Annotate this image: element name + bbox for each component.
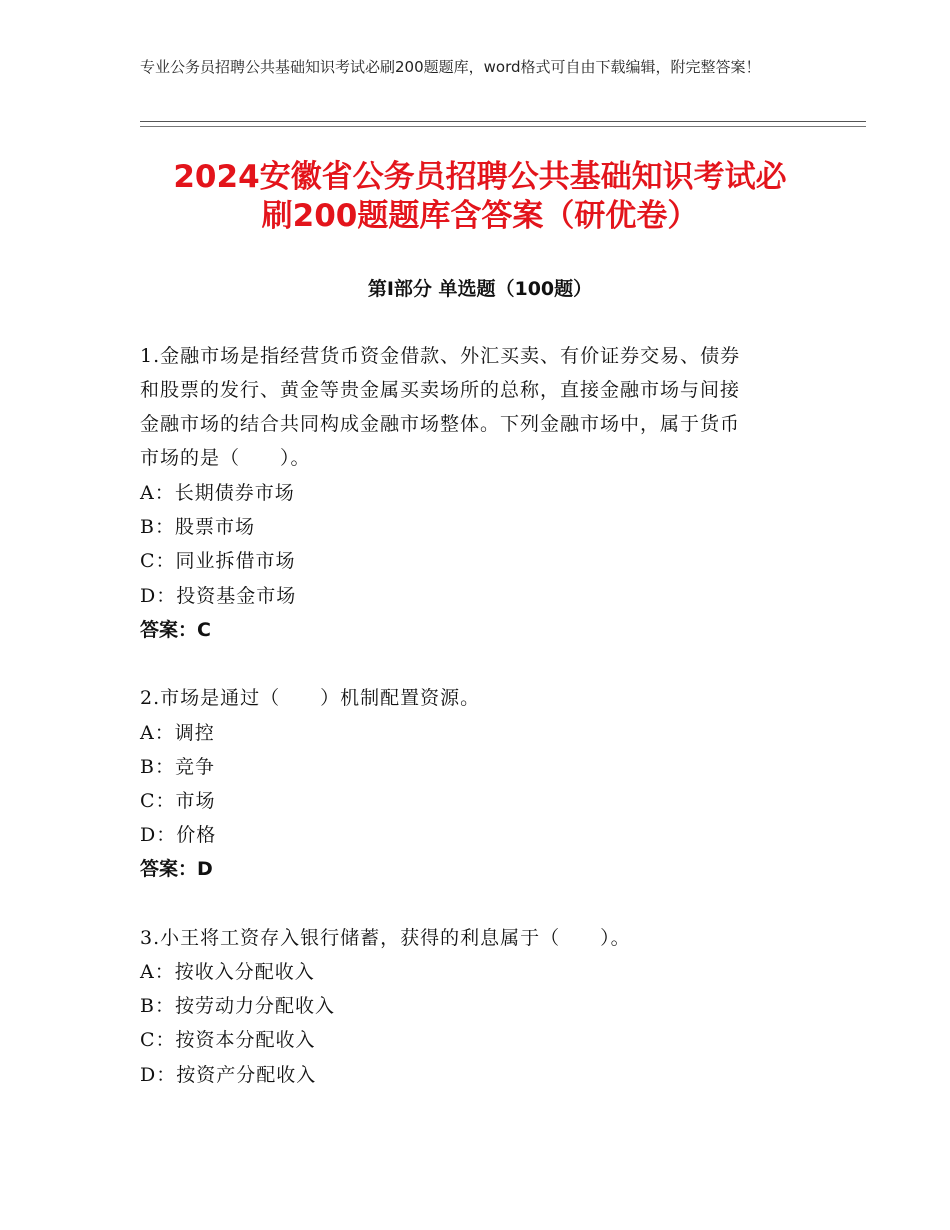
question-3-option-c: C：按资本分配收入 [140, 1029, 316, 1051]
question-1-option-b: B：股票市场 [140, 516, 255, 538]
question-2-option-a: A：调控 [140, 722, 215, 744]
question-1-option-a: A：长期债券市场 [140, 482, 295, 504]
header-divider [140, 121, 866, 122]
question-1-option-c: C：同业拆借市场 [140, 550, 296, 572]
question-2-stem-line-1: 2.市场是通过（ ）机制配置资源。 [140, 687, 481, 709]
title-line-2: 刷200题题库含答案（研优卷） [261, 198, 699, 234]
question-3-option-b: B：按劳动力分配收入 [140, 995, 335, 1017]
question-3-option-a: A：按收入分配收入 [140, 961, 315, 983]
header-note: 专业公务员招聘公共基础知识考试必刷200题题库，word格式可自由下载编辑，附完整答案！ [140, 58, 761, 76]
question-2-option-c: C：市场 [140, 790, 216, 812]
question-2-option-b: B：竞争 [140, 756, 215, 778]
question-1-stem-line-1: 1.金融市场是指经营货币资金借款、外汇买卖、有价证券交易、债券 [140, 345, 741, 367]
header-divider-secondary [140, 126, 866, 127]
question-1-option-d: D：投资基金市场 [140, 585, 297, 607]
question-3-stem-line-1: 3.小王将工资存入银行储蓄，获得的利息属于（ ）。 [140, 927, 631, 949]
question-3-option-d: D：按资产分配收入 [140, 1064, 317, 1086]
question-1-stem-line-2: 和股票的发行、黄金等贵金属买卖场所的总称，直接金融市场与间接 [140, 379, 741, 401]
title-line-1: 2024安徽省公务员招聘公共基础知识考试必 [173, 159, 787, 195]
question-1-stem-line-4: 市场的是（ ）。 [140, 447, 311, 469]
question-1-stem-line-3: 金融市场的结合共同构成金融市场整体。下列金融市场中，属于货币 [140, 413, 741, 435]
section-title: 第Ⅰ部分 单选题（100题） [367, 278, 593, 300]
question-1-answer: 答案：C [140, 619, 211, 641]
question-2-option-d: D：价格 [140, 824, 217, 846]
document-title [140, 158, 820, 236]
question-2-answer: 答案：D [140, 858, 213, 880]
